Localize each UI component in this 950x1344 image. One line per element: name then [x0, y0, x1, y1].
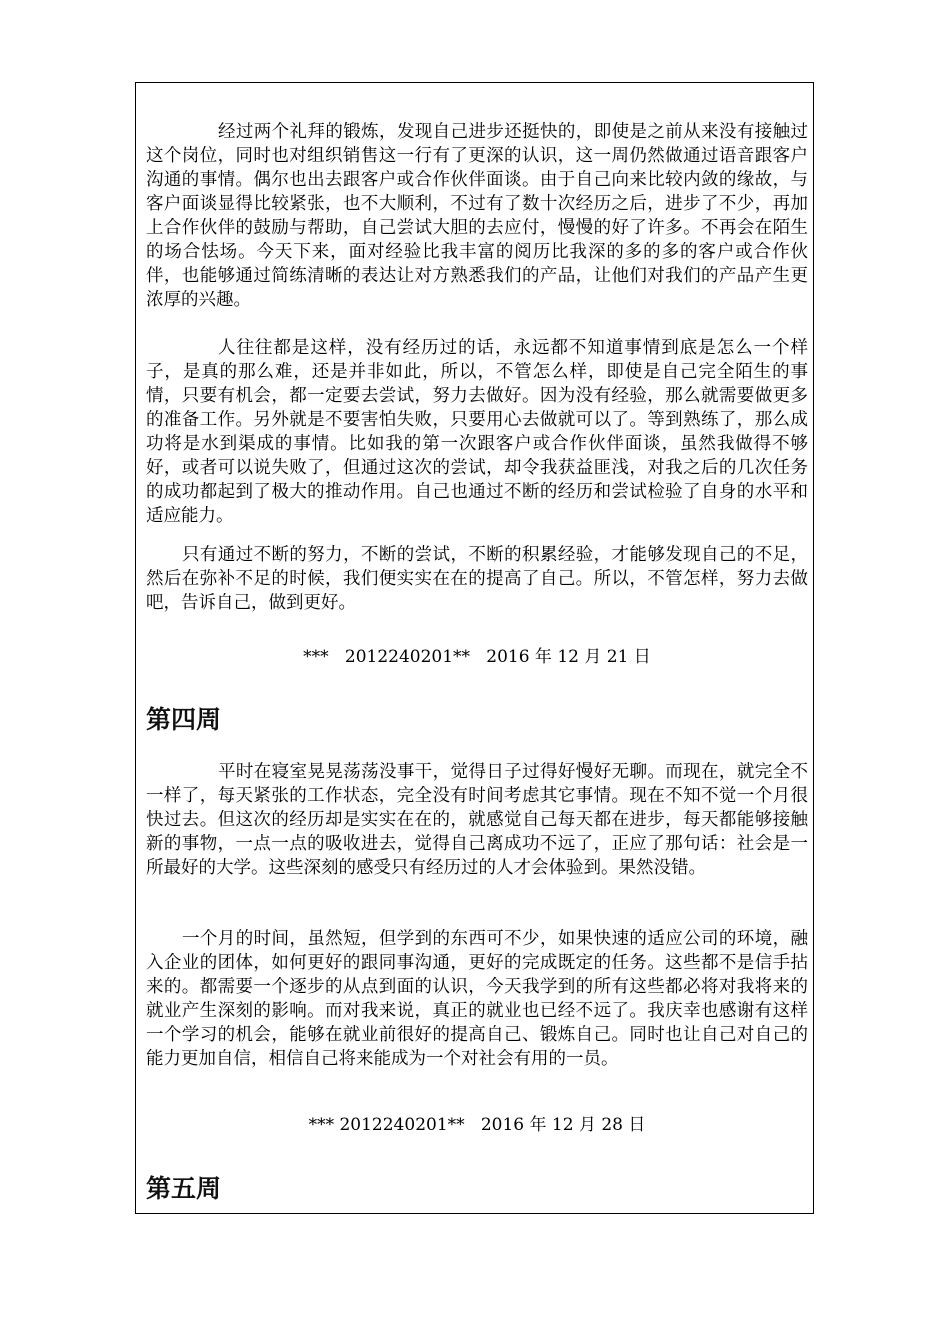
- paragraph-week3-conclusion: [146, 543, 808, 615]
- heading-week4: 第四周: [146, 705, 222, 734]
- paragraph-week3-reflection: [146, 336, 808, 528]
- paragraph-text: 经过两个礼拜的锻炼，发现自己进步还挺快的，即使是之前从来没有接触过这个岗位，同时也对组织销售这一行有了更深的认识，这一周仍然做通过语音跟客户沟通的事情。偶尔也出去跟客户或合作伙伴面谈。由于自己向来比较内敛的缘故，与客户面谈显得比较紧张，也不大顺利，不过有了数十次经历之后，进步了不少，再加上合作伙伴的鼓励与帮助，自己尝试大胆的去应付，慢慢的好了许多。不再会在陌生的场合怯场。今天下来，面对经验比我丰富的阅历比我深的多的多的客户或合作伙伴，也能够通过简练清晰的表达让对方熟悉我们的产品，让他们对我们的产品产生更浓厚的兴趣。: [146, 122, 808, 310]
- paragraph-week3-progress: [146, 120, 808, 312]
- paragraph-week4-intro: [146, 760, 808, 880]
- heading-week5: 第五周: [146, 1174, 222, 1203]
- signature-week3: *** 2012240201** 2016 年 12 月 21 日: [303, 647, 651, 667]
- paragraph-text: 一个月的时间，虽然短，但学到的东西可不少，如果快速的适应公司的环境，融入企业的团体，如何更好的跟同事沟通，更好的完成既定的任务。这些都不是信手拈来的。都需要一个逐步的从点到面的认识，今天我学到的所有这些都必将对我将来的就业产生深刻的影响。而对我来说，真正的就业也已经不远了。我庆幸也感谢有这样一个学习的机会，能够在就业前很好的提高自己、锻炼自己。同时也让自己对自己的能力更加自信，相信自己将来能成为一个对社会有用的一员。: [146, 929, 808, 1069]
- paragraph-text: 平时在寝室晃晃荡荡没事干，觉得日子过得好慢好无聊。而现在，就完全不一样了，每天紧张的工作状态，完全没有时间考虑其它事情。现在不知不觉一个月很快过去。但这次的经历却是实实在在的，就感觉自己每天都在进步，每天都能够接触新的事物，一点一点的吸收进去，觉得自己离成功不远了，正应了那句话：社会是一所最好的大学。这些深刻的感受只有经历过的人才会体验到。果然没错。: [146, 762, 808, 878]
- paragraph-text: 人往往都是这样，没有经历过的话，永远都不知道事情到底是怎么一个样子，是真的那么难，还是并非如此，所以，不管怎么样，即使是自己完全陌生的事情，只要有机会，都一定要去尝试，努力去做好。因为没有经验，那么就需要做更多的准备工作。另外就是不要害怕失败，只要用心去做就可以了。等到熟练了，那么成功将是水到渠成的事情。比如我的第一次跟客户或合作伙伴面谈，虽然我做得不够好，或者可以说失败了，但通过这次的尝试，却令我获益匪浅，对我之后的几次任务的成功都起到了极大的推动作用。自己也通过不断的经历和尝试检验了自身的水平和适应能力。: [146, 338, 808, 526]
- signature-week4: *** 2012240201** 2016 年 12 月 28 日: [308, 1115, 646, 1135]
- paragraph-week4-summary: [146, 927, 808, 1071]
- paragraph-text: 只有通过不断的努力，不断的尝试，不断的积累经验，才能够发现自己的不足，然后在弥补不足的时候，我们便实实在在的提高了自己。所以，不管怎样，努力去做吧，告诉自己，做到更好。: [146, 545, 808, 613]
